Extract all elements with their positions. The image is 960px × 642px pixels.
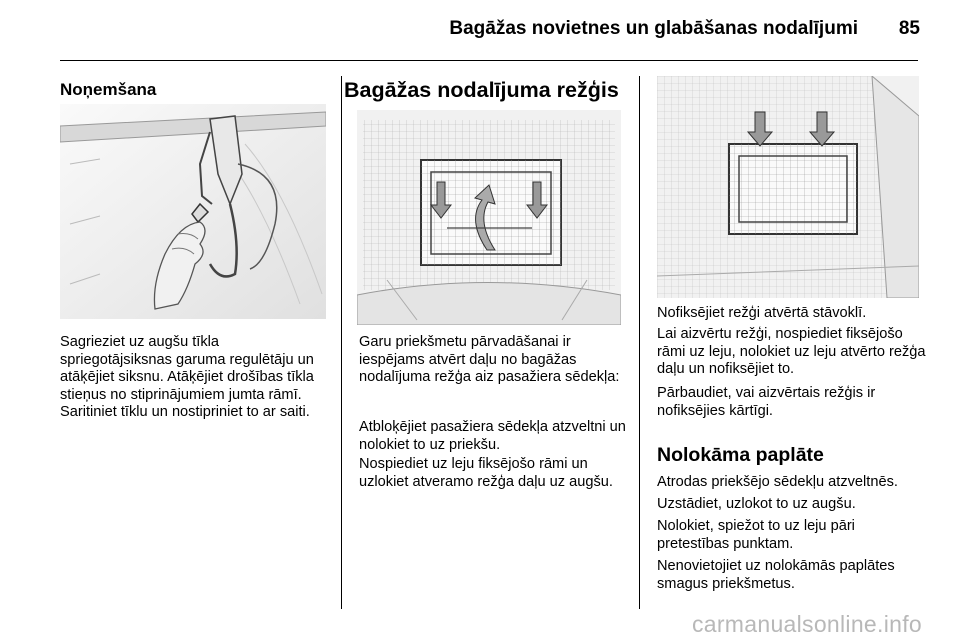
folding-tray-paragraph-4: Nenovietojiet uz nolokāmās paplātes smagus priekšmetus. bbox=[657, 558, 895, 592]
cargo-grille-paragraph-2: Atbloķējiet pasažiera sēdekļa atzveltni un nolokiet to uz priekšu. bbox=[359, 419, 626, 453]
grille-lock-paragraph-3: Pārbaudiet, vai aizvērtais režģis ir nofiksējies kārtīgi. bbox=[657, 385, 876, 419]
page-number: 85 bbox=[898, 18, 920, 39]
net-strap-hook-svg bbox=[60, 104, 326, 319]
folding-tray-paragraph-1: Atrodas priekšējo sēdekļu atzveltnēs. bbox=[657, 474, 898, 490]
removal-paragraph: Sagrieziet uz augšu tīkla spriegotājsiksnas garuma regulētāju un atāķējiet siksnu. Atāķējiet drošības tīkla stieņus no stiprinājumiem jumta rāmī. Saritiniet tīklu un nostipriniet to ar saiti. bbox=[60, 334, 314, 420]
header-rule bbox=[60, 60, 918, 61]
column-divider-1 bbox=[341, 76, 342, 609]
section-heading-cargo-grille: Bagāžas nodalījuma režģis bbox=[344, 78, 619, 102]
grille-lock-paragraph-2: Lai aizvērtu režģi, nospiediet fiksējošo rāmi uz leju, nolokiet uz leju atvērto režģa daļu un nofiksējiet to. bbox=[657, 326, 926, 377]
cargo-grille-open-illustration bbox=[357, 110, 621, 325]
cargo-grille-open-svg bbox=[357, 110, 621, 325]
grille-lock-paragraph-1: Nofiksējiet režģi atvērtā stāvoklī. bbox=[657, 305, 867, 321]
column-divider-2 bbox=[639, 76, 640, 609]
folding-tray-paragraph-2: Uzstādiet, uzlokot to uz augšu. bbox=[657, 496, 856, 512]
net-strap-hook-illustration bbox=[60, 104, 326, 319]
cargo-grille-paragraph-3: Nospiediet uz leju fiksējošo rāmi un uzlokiet atveramo režģa daļu uz augšu. bbox=[359, 456, 613, 490]
cargo-grille-closing-illustration bbox=[657, 76, 919, 298]
cargo-grille-paragraph-1: Garu priekšmetu pārvadāšanai ir iespējams atvērt daļu no bagāžas nodalījuma režģa aiz pasažiera sēdekļa: bbox=[359, 334, 620, 385]
cargo-grille-closing-svg bbox=[657, 76, 919, 298]
section-heading-folding-tray: Nolokāma paplāte bbox=[657, 444, 824, 466]
section-heading-removal: Noņemšana bbox=[60, 80, 157, 99]
folding-tray-paragraph-3: Nolokiet, spiežot to uz leju pāri pretestības punktam. bbox=[657, 518, 855, 552]
page-header-title: Bagāžas novietnes un glabāšanas nodalījumi bbox=[449, 18, 858, 39]
watermark: carmanualsonline.info bbox=[691, 611, 922, 637]
